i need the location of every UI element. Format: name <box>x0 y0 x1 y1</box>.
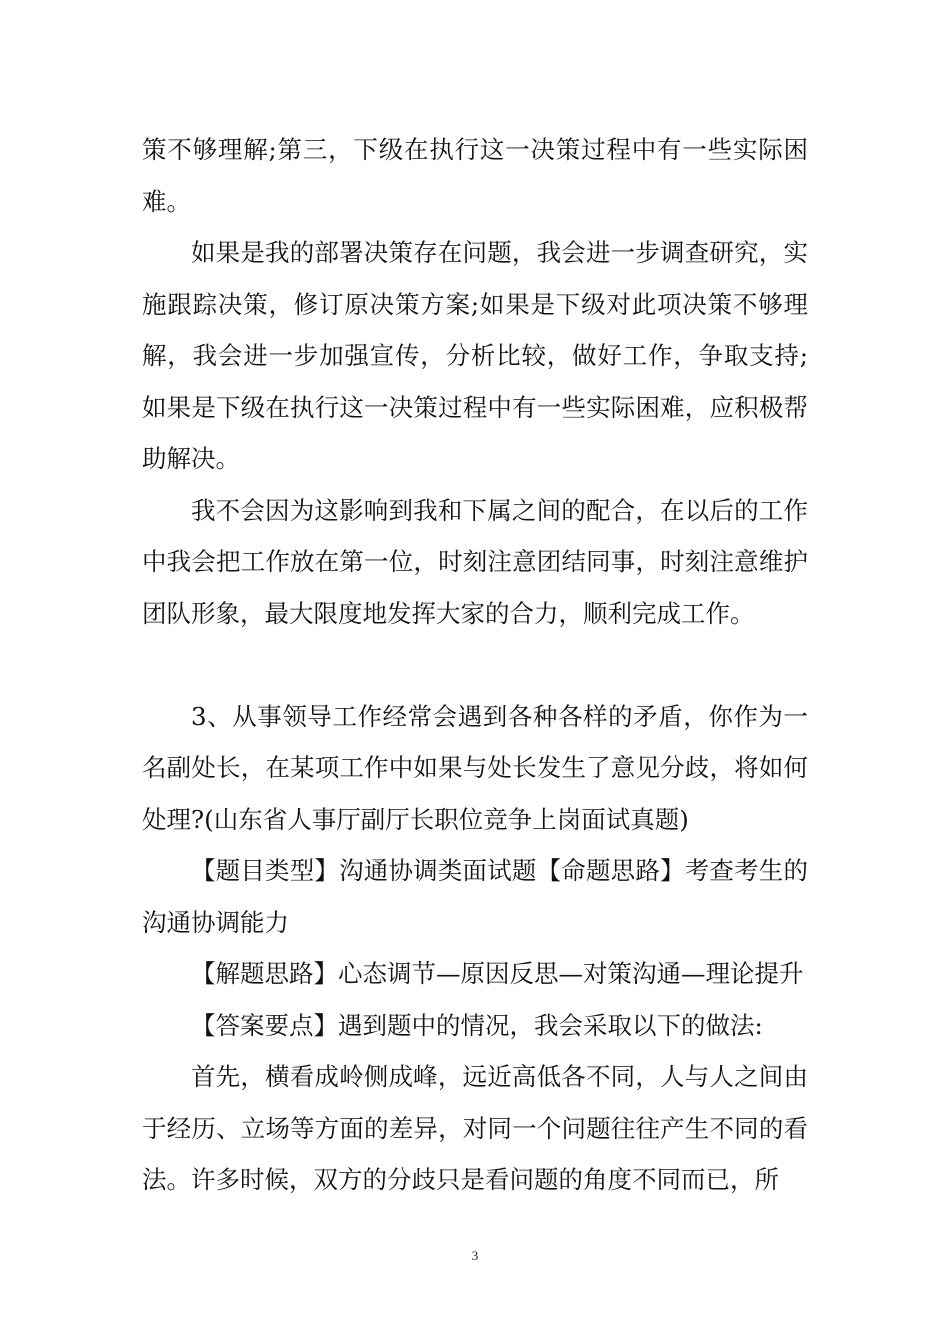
paragraph-teamwork: 我不会因为这影响到我和下属之间的配合，在以后的工作中我会把工作放在第一位，时刻注意团结同事，时刻注意维护团队形象，最大限度地发挥大家的合力，顺利完成工作。 <box>142 495 808 628</box>
paragraph-decision-response: 如果是我的部署决策存在问题，我会进一步调查研究，实施跟踪决策，修订原决策方案;如果是下级对此项决策不够理解，我会进一步加强宣传，分析比较，做好工作，争取支持;如果是下级在执行这一决策过程中有一些实际困难，应积极帮助解决。 <box>142 238 808 473</box>
paragraph-answer-points: 【答案要点】遇到题中的情况，我会采取以下的做法: <box>191 1010 763 1040</box>
document-body <box>142 124 808 1206</box>
paragraph-question-3: 3、从事领导工作经常会遇到各种各样的矛盾，你作为一名副处长，在某项工作中如果与处长发生了意见分歧，将如何处理?(山东省人事厅副厅长职位竞争上岗面试真题) <box>142 701 808 834</box>
paragraph-first-point: 首先，横看成岭侧成峰，远近高低各不同，人与人之间由于经历、立场等方面的差异，对同一个问题往往产生不同的看法。许多时候，双方的分歧只是看问题的角度不同而已，所 <box>142 1062 808 1194</box>
paragraph-solution-approach: 【解题思路】心态调节—原因反思—对策沟通—理论提升 <box>191 959 804 988</box>
paragraph-question-type: 【题目类型】沟通协调类面试题【命题思路】考查考生的沟通协调能力 <box>142 856 808 937</box>
paragraph-continuation: 策不够理解;第三，下级在执行这一决策过程中有一些实际困难。 <box>142 135 808 216</box>
page-number: 3 <box>471 1248 479 1263</box>
